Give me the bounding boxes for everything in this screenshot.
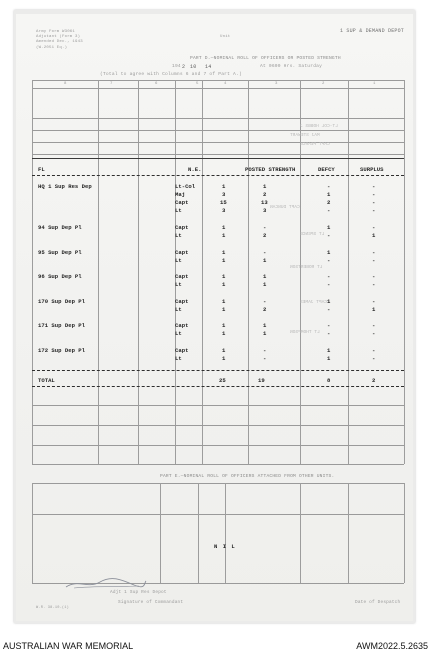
year-prefix: 194 [172, 64, 181, 69]
row-rank: Capt [175, 199, 189, 206]
row-rank: Lt [175, 207, 182, 214]
archive-footer [0, 638, 431, 653]
bleed-through-text: LT SPENCE [300, 232, 325, 237]
row-deficy: 1 [327, 224, 331, 231]
bleed-through-text: CAPT JAMES [300, 300, 328, 305]
row-deficy: - [327, 232, 331, 239]
row-deficy: - [327, 281, 331, 288]
header-ne: N.E. [188, 166, 202, 173]
total-dashed-rule [32, 370, 404, 371]
row-rank: Capt [175, 322, 189, 329]
part-e-grid-line [198, 483, 199, 583]
row-ne: 1 [222, 273, 226, 280]
year-digit: 2 [182, 64, 186, 70]
header-surplus: SURPLUS [360, 166, 384, 173]
row-unit: 170 Sup Dep Pl [38, 298, 85, 305]
form-number-line-4: (W.2051 Eq.) [36, 46, 68, 50]
form-row-rule [32, 464, 404, 465]
form-row-rule [32, 130, 404, 131]
grid-line [404, 80, 405, 464]
row-posted: - [263, 249, 267, 256]
row-posted: 13 [261, 199, 268, 206]
row-rank: Lt-Col [175, 183, 196, 190]
signature-label: Signature of Commandant [118, 600, 184, 605]
row-posted: 1 [263, 257, 267, 264]
row-rank: Capt [175, 249, 189, 256]
row-rank: Lt [175, 281, 182, 288]
part-e-grid-line [160, 483, 161, 583]
row-deficy: 1 [327, 347, 331, 354]
row-unit: 172 Sup Dep Pl [38, 347, 85, 354]
row-posted: - [263, 347, 267, 354]
form-number-line-3: Amended Dec., 1943 [36, 40, 83, 44]
date-of-despatch-label: Date of Despatch [355, 600, 401, 605]
grid-line [138, 80, 139, 464]
row-deficy: 2 [327, 199, 331, 206]
form-number-line-1: Army Form W3061 [36, 30, 76, 34]
row-rank: Capt [175, 347, 189, 354]
row-posted: 1 [263, 273, 267, 280]
part-e-grid-line [404, 483, 405, 583]
row-rank: Lt [175, 257, 182, 264]
col-number-7: 7 [110, 82, 113, 86]
signer-title: Adjt 1 Sup Res Depot [110, 590, 167, 595]
row-ne: 1 [222, 257, 226, 264]
row-unit: 94 Sup Dep Pl [38, 224, 82, 231]
col-number-8: 8 [64, 82, 67, 86]
total-ne: 25 [219, 377, 226, 384]
row-surplus: - [372, 281, 376, 288]
row-surplus: - [372, 347, 376, 354]
totals-note: (Total to agree with Columns 6 and 7 of Part A.) [100, 72, 242, 77]
period-label: At 0600 Hrs. Saturday [260, 64, 323, 69]
header-fl: FL [38, 166, 45, 173]
row-ne: 1 [222, 347, 226, 354]
row-surplus: - [372, 298, 376, 305]
bleed-through-text: LT ROBERTSON [290, 265, 323, 270]
form-code: W.R. 38-10-(1) [36, 606, 69, 610]
row-ne: 3 [222, 191, 226, 198]
row-surplus: - [372, 322, 376, 329]
row-surplus: - [372, 330, 376, 337]
row-surplus: - [372, 224, 376, 231]
unit-label: Unit [220, 35, 231, 39]
col-number-3: 3 [275, 82, 278, 86]
total-surplus: 2 [372, 377, 376, 384]
row-rank: Capt [175, 273, 189, 280]
grid-line [202, 80, 203, 464]
row-deficy: 1 [327, 355, 331, 362]
col-number-4: 4 [224, 82, 227, 86]
bleed-through-text: CAPT DUNCAN [270, 205, 300, 210]
row-surplus: - [372, 273, 376, 280]
row-ne: 1 [222, 330, 226, 337]
row-posted: 2 [263, 232, 267, 239]
row-rank: Lt [175, 355, 182, 362]
date-day: 14 [205, 64, 212, 70]
part-d-title: PART D.—NOMINAL ROLL OF OFFICERS OR POSTED STRENGTH [190, 56, 341, 61]
row-deficy: 1 [327, 249, 331, 256]
row-unit: 95 Sup Dep Pl [38, 249, 82, 256]
row-rank: Lt [175, 232, 182, 239]
form-row-rule [32, 154, 404, 155]
form-row-rule [32, 405, 404, 406]
row-posted: 2 [263, 306, 267, 313]
unit-name: 1 SUP & DEMAND DEPOT [340, 28, 405, 34]
part-e-grid-line [32, 483, 33, 583]
row-surplus: - [372, 199, 376, 206]
row-posted: 1 [263, 281, 267, 288]
row-rank: Capt [175, 224, 189, 231]
row-rank: Lt [175, 306, 182, 313]
form-column-header-rule [32, 118, 404, 119]
row-ne: 1 [222, 224, 226, 231]
row-deficy: - [327, 257, 331, 264]
form-number-line-2: Adjutant (Form 3) [36, 35, 81, 39]
bleed-through-text: CAPT PEARCE [300, 142, 330, 147]
part-e-nil: N I L [214, 543, 236, 550]
row-ne: 15 [220, 199, 227, 206]
part-e-grid-line [300, 483, 301, 583]
row-posted: 1 [263, 330, 267, 337]
row-surplus: - [372, 191, 376, 198]
row-surplus: - [372, 183, 376, 190]
row-ne: 1 [222, 232, 226, 239]
row-posted: 1 [263, 183, 267, 190]
row-deficy: - [327, 183, 331, 190]
col-number-6: 6 [155, 82, 158, 86]
col-number-1: 1 [373, 82, 376, 86]
row-surplus: - [372, 207, 376, 214]
grid-line [175, 80, 176, 464]
row-posted: - [263, 224, 267, 231]
row-surplus: - [372, 355, 376, 362]
document-page [16, 14, 413, 621]
row-unit: 96 Sup Dep Pl [38, 273, 82, 280]
total-bottom-rule [32, 386, 404, 387]
row-ne: 1 [222, 298, 226, 305]
row-surplus: 1 [372, 306, 376, 313]
row-surplus: 1 [372, 232, 376, 239]
row-posted: - [263, 355, 267, 362]
date-month: 10 [190, 64, 197, 70]
row-ne: 1 [222, 322, 226, 329]
row-unit: HQ 1 Sup Res Dep [38, 183, 92, 190]
row-surplus: - [372, 257, 376, 264]
total-deficy: 8 [327, 377, 331, 384]
bleed-through-text: LT THOMPSON [290, 330, 320, 335]
row-posted: - [263, 298, 267, 305]
row-rank: Maj [175, 191, 186, 198]
row-ne: 1 [222, 355, 226, 362]
col-number-5: 5 [196, 82, 199, 86]
grid-line [32, 80, 33, 464]
row-deficy: - [327, 330, 331, 337]
form-row-rule [32, 425, 404, 426]
header-deficy: DEFCY [318, 166, 335, 173]
row-rank: Capt [175, 298, 189, 305]
header-posted-strength: POSTED STRENGTH [245, 166, 296, 173]
row-deficy: - [327, 207, 331, 214]
table-top-rule [32, 158, 404, 159]
signature-scribble [64, 577, 148, 591]
row-ne: 3 [222, 207, 226, 214]
row-posted: 2 [263, 191, 267, 198]
row-ne: 1 [222, 183, 226, 190]
bleed-through-text: LT-COL HOBBS J [300, 124, 338, 129]
row-ne: 1 [222, 306, 226, 313]
row-deficy: - [327, 306, 331, 313]
row-ne: 1 [222, 281, 226, 288]
grid-line [98, 80, 99, 464]
row-posted: 3 [263, 207, 267, 214]
row-deficy: 1 [327, 298, 331, 305]
row-rank: Lt [175, 330, 182, 337]
form-row-rule [32, 142, 404, 143]
row-posted: 1 [263, 322, 267, 329]
archive-id: AWM2022.5.2635 [356, 641, 428, 651]
part-e-grid-line [348, 483, 349, 583]
grid-line [248, 80, 249, 464]
row-deficy: - [327, 273, 331, 280]
part-e-title: PART E.—NOMINAL ROLL OF OFFICERS ATTACHED FROM OTHER UNITS. [160, 474, 335, 479]
row-unit: 171 Sup Dep Pl [38, 322, 85, 329]
row-deficy: - [327, 322, 331, 329]
row-ne: 1 [222, 249, 226, 256]
form-row-rule [32, 445, 404, 446]
part-e-grid-line [225, 483, 226, 583]
grid-line [348, 80, 349, 464]
total-posted: 19 [258, 377, 265, 384]
total-label: TOTAL [38, 377, 55, 384]
header-dashed-rule [32, 175, 404, 176]
row-surplus: - [372, 249, 376, 256]
col-number-2: 2 [322, 82, 325, 86]
bleed-through-text: MAJ STEWART [290, 133, 320, 138]
archive-name: AUSTRALIAN WAR MEMORIAL [3, 641, 134, 651]
row-deficy: 1 [327, 191, 331, 198]
